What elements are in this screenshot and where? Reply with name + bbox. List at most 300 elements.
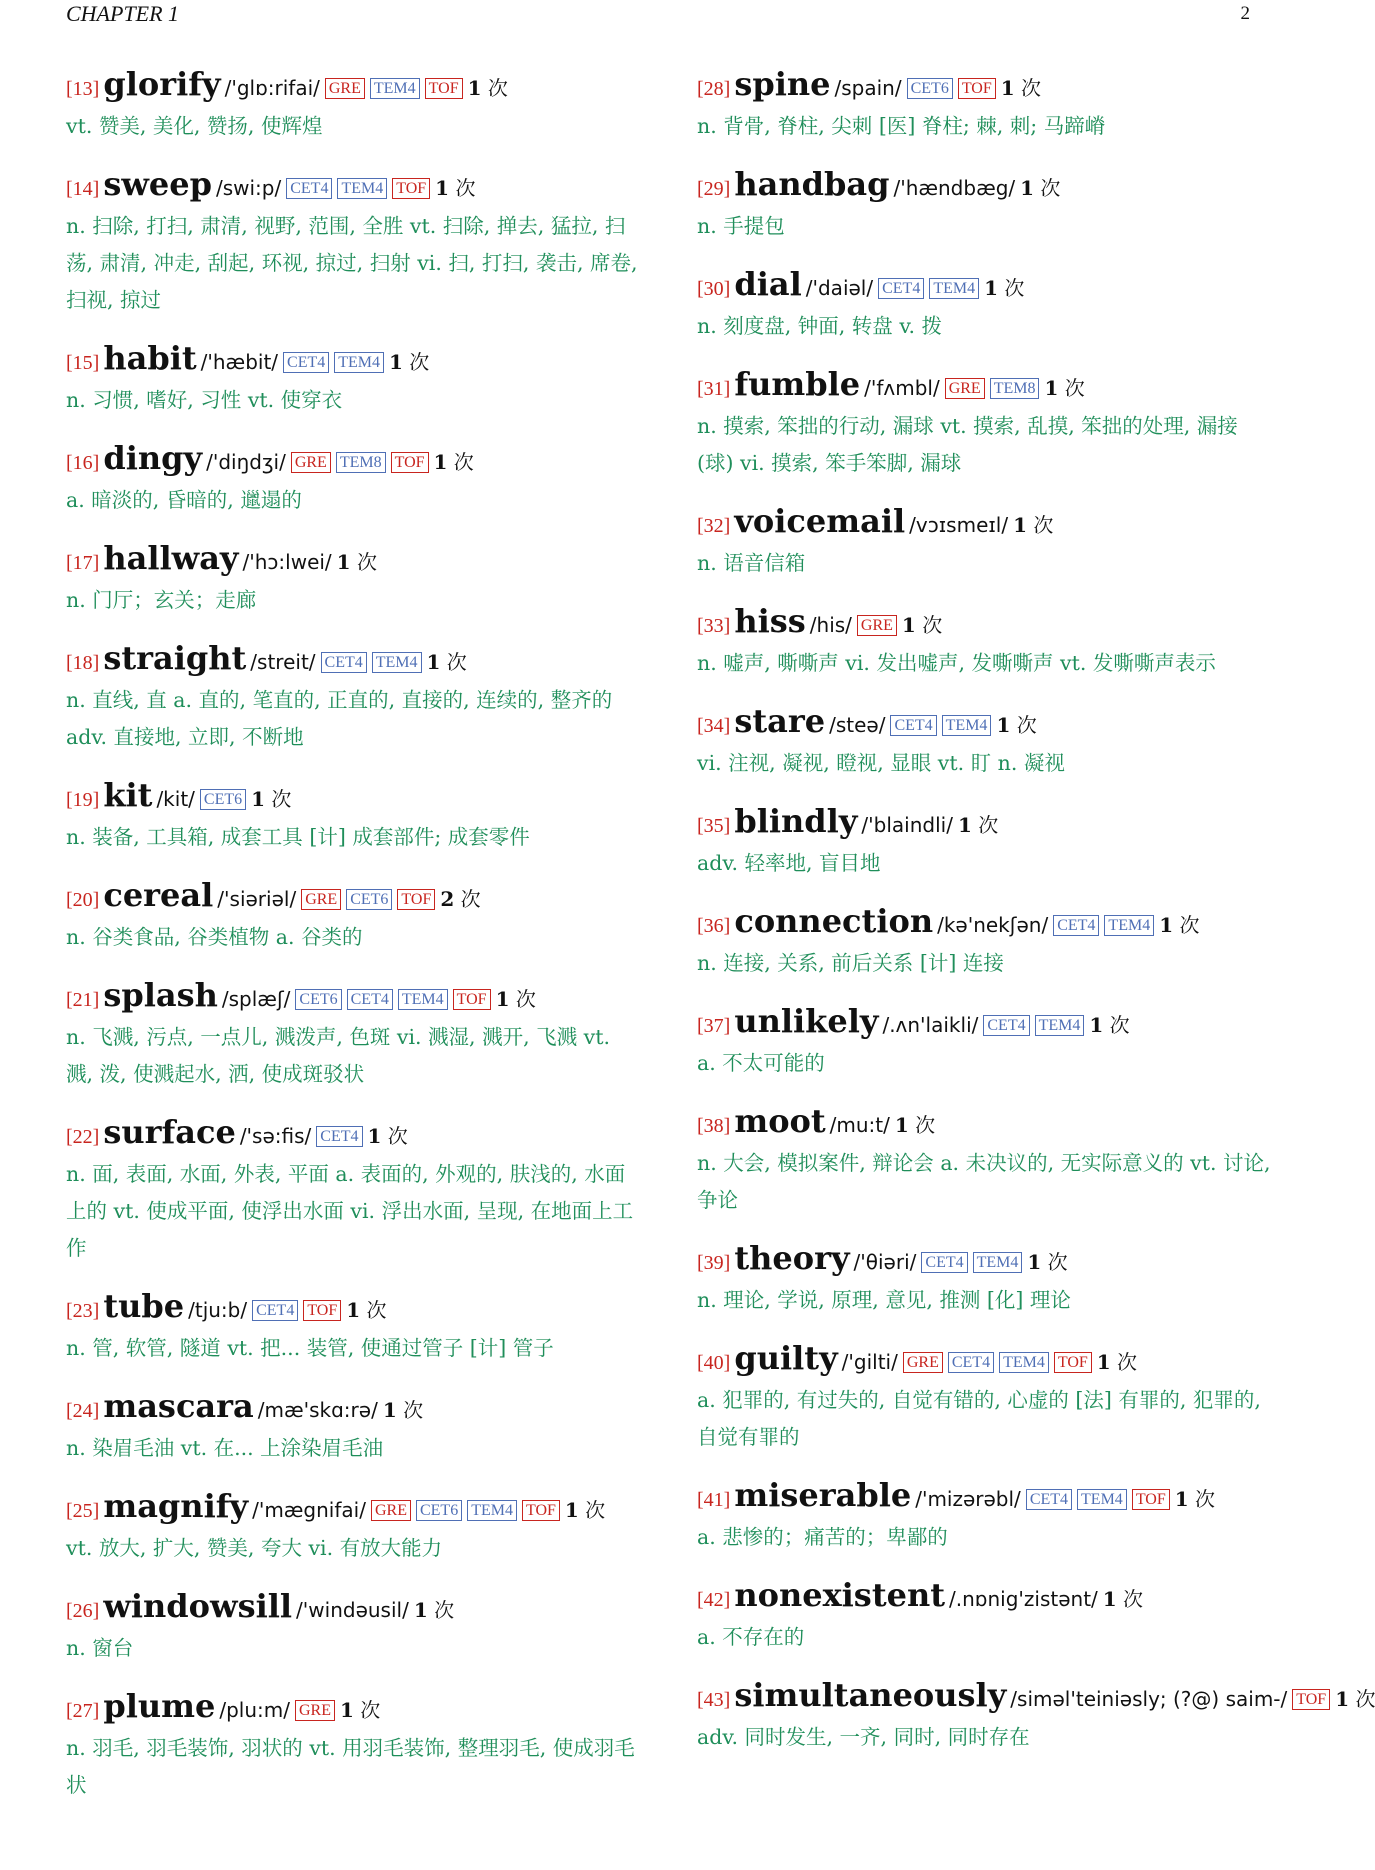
headword: nonexistent bbox=[734, 1576, 945, 1614]
exam-tag-badge: CET4 bbox=[347, 989, 393, 1010]
definition: n. 门厅；玄关；走廊 bbox=[66, 588, 257, 612]
entry-number: [29] bbox=[697, 178, 731, 200]
exam-tag-badge: TEM4 bbox=[467, 1500, 517, 1521]
exam-tag-badge: TOF bbox=[425, 78, 463, 99]
exam-tag-badge: TEM8 bbox=[336, 452, 386, 473]
definition: n. 连接, 关系, 前后关系 [计] 连接 bbox=[697, 951, 1004, 975]
exam-tag-badge: GRE bbox=[295, 1700, 335, 1721]
word-entry bbox=[66, 1288, 641, 1367]
exam-tag-badge: TEM4 bbox=[999, 1352, 1049, 1373]
headword-line bbox=[697, 1103, 1277, 1145]
headword-line bbox=[697, 1003, 1277, 1045]
exam-tag-badge: TOF bbox=[392, 178, 430, 199]
pronunciation: /'siəriəl/ bbox=[217, 887, 297, 911]
frequency-number: 1 bbox=[901, 613, 916, 637]
entry-number: [38] bbox=[697, 1115, 731, 1137]
frequency-count: 1 次 bbox=[1335, 1687, 1375, 1711]
page-number: 2 bbox=[1240, 3, 1250, 24]
headword: connection bbox=[734, 902, 934, 940]
frequency-count: 1 次 bbox=[251, 787, 292, 811]
chapter-title: CHAPTER 1 bbox=[66, 1, 180, 26]
definition: n. 习惯, 嗜好, 习性 vt. 使穿衣 bbox=[66, 388, 343, 412]
headword: blindly bbox=[734, 802, 858, 840]
frequency-number: 2 bbox=[440, 887, 455, 911]
exam-tag-badge: CET6 bbox=[200, 789, 246, 810]
entry-number: [37] bbox=[697, 1015, 731, 1037]
exam-tag-badge: TEM4 bbox=[1035, 1015, 1085, 1036]
frequency-count: 1 次 bbox=[984, 276, 1025, 300]
frequency-count: 1 次 bbox=[1089, 1013, 1130, 1037]
definition: vt. 放大, 扩大, 赞美, 夸大 vi. 有放大能力 bbox=[66, 1536, 443, 1560]
headword: guilty bbox=[734, 1339, 838, 1377]
pronunciation: /'sə:fis/ bbox=[239, 1124, 312, 1148]
exam-tag-badge: CET6 bbox=[907, 78, 953, 99]
exam-tag-badge: CET6 bbox=[346, 889, 392, 910]
frequency-count: 1 次 bbox=[1159, 913, 1200, 937]
definition: n. 语音信箱 bbox=[697, 551, 806, 575]
frequency-number: 1 bbox=[346, 1298, 361, 1322]
definition: adv. 轻率地, 盲目地 bbox=[697, 851, 881, 875]
pronunciation: /'hɔ:lwei/ bbox=[242, 550, 332, 574]
word-entry bbox=[697, 1676, 1375, 1756]
exam-tag-badge: CET6 bbox=[416, 1500, 462, 1521]
definition: n. 窗台 bbox=[66, 1636, 134, 1660]
headword-line bbox=[697, 266, 1277, 308]
headword: surface bbox=[103, 1113, 236, 1151]
headword-line bbox=[697, 1240, 1277, 1282]
entry-number: [36] bbox=[697, 915, 731, 937]
pronunciation: /'daiəl/ bbox=[805, 276, 874, 300]
pronunciation: /'mægnifai/ bbox=[252, 1498, 366, 1522]
headword-line bbox=[697, 1676, 1375, 1719]
entry-number: [20] bbox=[66, 889, 100, 911]
definition: n. 飞溅, 污点, 一点儿, 溅泼声, 色斑 vi. 溅湿, 溅开, 飞溅 vt. 溅, 泼, 使溅起水, 洒, 使成斑驳状 bbox=[66, 1025, 610, 1086]
frequency-number: 1 bbox=[435, 176, 450, 200]
word-entry bbox=[697, 366, 1277, 482]
pronunciation: /mu:t/ bbox=[829, 1113, 890, 1137]
exam-tag-badge: CET4 bbox=[286, 178, 332, 199]
headword-line bbox=[66, 1288, 641, 1330]
frequency-number: 1 bbox=[1096, 1350, 1111, 1374]
pronunciation: /'hændbæg/ bbox=[893, 176, 1016, 200]
headword-line bbox=[697, 503, 1277, 545]
exam-tag-badge: TEM4 bbox=[973, 1252, 1023, 1273]
entry-number: [28] bbox=[697, 78, 731, 100]
pronunciation: /.ʌn'laikli/ bbox=[882, 1013, 979, 1037]
headword-line bbox=[66, 66, 641, 108]
frequency-number: 1 bbox=[382, 1398, 397, 1422]
frequency-number: 1 bbox=[367, 1124, 382, 1148]
definition: vi. 注视, 凝视, 瞪视, 显眼 vt. 盯 n. 凝视 bbox=[697, 751, 1065, 775]
word-entry bbox=[66, 640, 641, 756]
headword: plume bbox=[103, 1687, 216, 1725]
word-entry bbox=[697, 1340, 1277, 1456]
frequency-count: 1 次 bbox=[426, 650, 467, 674]
exam-tag-badge: TOF bbox=[522, 1500, 560, 1521]
exam-tag-badge: TOF bbox=[303, 1300, 341, 1321]
definition: n. 面, 表面, 水面, 外表, 平面 a. 表面的, 外观的, 肤浅的, 水面上的 vt. 使成平面, 使浮出水面 vi. 浮出水面, 呈现, 在地面上工作 bbox=[66, 1162, 634, 1260]
frequency-number: 1 bbox=[1102, 1587, 1117, 1611]
headword: sweep bbox=[103, 165, 212, 203]
frequency-number: 1 bbox=[1174, 1487, 1189, 1511]
pronunciation: /'θiəri/ bbox=[853, 1250, 917, 1274]
frequency-count: 1 次 bbox=[564, 1498, 606, 1522]
pronunciation: /kə'nekʃən/ bbox=[937, 913, 1049, 937]
headword: spine bbox=[734, 65, 831, 103]
frequency-number: 1 bbox=[984, 276, 999, 300]
exam-tag-badge: CET4 bbox=[316, 1126, 362, 1147]
word-entry bbox=[697, 266, 1277, 345]
exam-tag-badge: TOF bbox=[453, 989, 491, 1010]
frequency-number: 1 bbox=[1027, 1250, 1042, 1274]
word-entry bbox=[66, 1114, 641, 1267]
pronunciation: /'diŋdʒi/ bbox=[206, 450, 286, 474]
headword-line bbox=[697, 166, 1277, 208]
exam-tag-badge: TEM4 bbox=[372, 652, 422, 673]
definition: n. 手提包 bbox=[697, 214, 785, 238]
word-entry bbox=[66, 1688, 641, 1804]
frequency-count: 1 次 bbox=[367, 1124, 408, 1148]
pronunciation: /'hæbit/ bbox=[200, 350, 279, 374]
frequency-number: 1 bbox=[339, 1698, 354, 1722]
pronunciation: /'windəusil/ bbox=[296, 1598, 409, 1622]
headword: hallway bbox=[103, 539, 239, 577]
word-entry bbox=[66, 977, 641, 1093]
definition: a. 不太可能的 bbox=[697, 1051, 825, 1075]
frequency-count: 1 次 bbox=[1020, 176, 1061, 200]
frequency-count: 1 次 bbox=[467, 76, 508, 100]
frequency-number: 1 bbox=[426, 650, 441, 674]
frequency-number: 1 bbox=[1013, 513, 1028, 537]
headword-line bbox=[66, 777, 641, 819]
headword: theory bbox=[734, 1239, 850, 1277]
headword-line bbox=[697, 66, 1277, 108]
headword: voicemail bbox=[734, 502, 906, 540]
definition: n. 刻度盘, 钟面, 转盘 v. 拨 bbox=[697, 314, 942, 338]
definition: a. 暗淡的, 昏暗的, 邋遢的 bbox=[66, 488, 302, 512]
headword-line bbox=[697, 1577, 1277, 1619]
word-entry bbox=[697, 1103, 1277, 1219]
entry-number: [41] bbox=[697, 1489, 731, 1511]
frequency-number: 1 bbox=[996, 713, 1011, 737]
pronunciation: /plu:m/ bbox=[219, 1698, 290, 1722]
headword-line bbox=[66, 640, 641, 682]
left-column bbox=[66, 66, 641, 1825]
exam-tag-badge: TEM4 bbox=[929, 278, 979, 299]
pronunciation: /'fʌmbl/ bbox=[864, 376, 940, 400]
pronunciation: /steə/ bbox=[829, 713, 886, 737]
frequency-count: 2 次 bbox=[440, 887, 481, 911]
definition: a. 悲惨的；痛苦的；卑鄙的 bbox=[697, 1525, 948, 1549]
headword: stare bbox=[734, 702, 826, 740]
entry-number: [34] bbox=[697, 715, 731, 737]
pronunciation: /tju:b/ bbox=[188, 1298, 248, 1322]
definition: adv. 同时发生, 一齐, 同时, 同时存在 bbox=[697, 1725, 1030, 1749]
headword: mascara bbox=[103, 1387, 254, 1425]
frequency-count: 1 次 bbox=[1000, 76, 1042, 100]
frequency-number: 1 bbox=[433, 450, 448, 474]
entry-number: [15] bbox=[66, 352, 100, 374]
definition: n. 羽毛, 羽毛装饰, 羽状的 vt. 用羽毛装饰, 整理羽毛, 使成羽毛状 bbox=[66, 1736, 635, 1797]
entry-number: [26] bbox=[66, 1600, 100, 1622]
exam-tag-badge: GRE bbox=[291, 452, 331, 473]
exam-tag-badge: TOF bbox=[1054, 1352, 1092, 1373]
word-entry bbox=[697, 903, 1277, 982]
headword-line bbox=[697, 366, 1277, 408]
headword: unlikely bbox=[734, 1002, 879, 1040]
headword: hiss bbox=[734, 602, 806, 640]
exam-tag-badge: CET4 bbox=[283, 352, 329, 373]
frequency-count: 1 次 bbox=[1044, 376, 1085, 400]
pronunciation: /kit/ bbox=[156, 787, 195, 811]
frequency-count: 1 次 bbox=[389, 350, 430, 374]
frequency-number: 1 bbox=[1159, 913, 1174, 937]
frequency-count: 1 次 bbox=[901, 613, 943, 637]
frequency-count: 1 次 bbox=[1096, 1350, 1138, 1374]
headword-line bbox=[66, 877, 641, 919]
frequency-number: 1 bbox=[1000, 76, 1015, 100]
entry-number: [19] bbox=[66, 789, 100, 811]
word-entry bbox=[697, 1240, 1277, 1319]
definition: n. 大会, 模拟案件, 辩论会 a. 未决议的, 无实际意义的 vt. 讨论, 争论 bbox=[697, 1151, 1271, 1212]
frequency-number: 1 bbox=[1089, 1013, 1104, 1037]
headword: simultaneously bbox=[734, 1676, 1007, 1714]
pronunciation: /splæʃ/ bbox=[221, 987, 291, 1011]
word-entry bbox=[697, 166, 1277, 245]
headword: moot bbox=[734, 1102, 826, 1140]
word-entry bbox=[697, 603, 1277, 682]
pronunciation: /swi:p/ bbox=[215, 176, 282, 200]
right-column bbox=[697, 65, 1375, 1777]
headword: cereal bbox=[103, 876, 214, 914]
exam-tag-badge: TEM4 bbox=[1104, 915, 1154, 936]
headword-line bbox=[66, 1114, 641, 1156]
exam-tag-badge: CET4 bbox=[1053, 915, 1099, 936]
exam-tag-badge: GRE bbox=[945, 378, 985, 399]
pronunciation: /'blaindli/ bbox=[861, 813, 953, 837]
word-entry bbox=[697, 1003, 1277, 1082]
word-entry bbox=[66, 1588, 641, 1667]
exam-tag-badge: TOF bbox=[958, 78, 996, 99]
exam-tag-badge: CET4 bbox=[1026, 1489, 1072, 1510]
frequency-number: 1 bbox=[389, 350, 403, 374]
frequency-count: 1 次 bbox=[495, 987, 536, 1011]
headword-line bbox=[66, 977, 641, 1019]
pronunciation: /'gilti/ bbox=[841, 1350, 898, 1374]
frequency-count: 1 次 bbox=[433, 450, 474, 474]
word-entry bbox=[697, 1577, 1277, 1656]
exam-tag-badge: TOF bbox=[397, 889, 435, 910]
headword: magnify bbox=[103, 1487, 249, 1525]
exam-tag-badge: TEM4 bbox=[370, 78, 420, 99]
pronunciation: /his/ bbox=[809, 613, 852, 637]
pronunciation: /'glɒ:rifai/ bbox=[224, 76, 320, 100]
headword-line bbox=[66, 540, 641, 582]
definition: n. 谷类食品, 谷类植物 a. 谷类的 bbox=[66, 925, 363, 949]
frequency-number: 1 bbox=[251, 787, 266, 811]
definition: n. 管, 软管, 隧道 vt. 把... 装管, 使通过管子 [计] 管子 bbox=[66, 1336, 554, 1360]
frequency-number: 1 bbox=[1044, 376, 1059, 400]
word-entry bbox=[66, 1388, 641, 1467]
entry-number: [39] bbox=[697, 1252, 731, 1274]
headword-line bbox=[697, 1477, 1277, 1519]
exam-tag-badge: CET4 bbox=[321, 652, 367, 673]
entry-number: [31] bbox=[697, 378, 731, 400]
exam-tag-badge: TOF bbox=[1132, 1489, 1170, 1510]
headword: habit bbox=[103, 339, 197, 377]
pronunciation: /spain/ bbox=[834, 76, 902, 100]
frequency-number: 1 bbox=[564, 1498, 579, 1522]
exam-tag-badge: TEM4 bbox=[942, 715, 992, 736]
entry-number: [25] bbox=[66, 1500, 100, 1522]
definition: a. 不存在的 bbox=[697, 1625, 805, 1649]
definition: n. 扫除, 打扫, 肃清, 视野, 范围, 全胜 vt. 扫除, 掸去, 猛拉, 扫荡, 肃清, 冲走, 刮起, 环视, 掠过, 扫射 vi. 扫, 打扫, 袭击, 席卷, 扫视, 掠过 bbox=[66, 214, 638, 312]
frequency-count: 1 次 bbox=[996, 713, 1037, 737]
frequency-count: 1 次 bbox=[413, 1598, 455, 1622]
headword: windowsill bbox=[103, 1587, 293, 1625]
headword-line bbox=[66, 166, 641, 208]
word-entry bbox=[697, 703, 1277, 782]
word-entry bbox=[66, 877, 641, 956]
entry-number: [17] bbox=[66, 552, 100, 574]
frequency-count: 1 次 bbox=[1013, 513, 1054, 537]
pronunciation: /'mizərəbl/ bbox=[915, 1487, 1021, 1511]
entry-number: [14] bbox=[66, 178, 100, 200]
headword-line bbox=[697, 903, 1277, 945]
exam-tag-badge: TOF bbox=[1292, 1689, 1330, 1710]
word-entry bbox=[66, 340, 641, 419]
word-entry bbox=[66, 66, 641, 145]
entry-number: [27] bbox=[66, 1700, 100, 1722]
entry-number: [30] bbox=[697, 278, 731, 300]
exam-tag-badge: GRE bbox=[903, 1352, 943, 1373]
exam-tag-badge: GRE bbox=[301, 889, 341, 910]
frequency-number: 1 bbox=[336, 550, 351, 574]
frequency-number: 1 bbox=[413, 1598, 428, 1622]
definition: n. 嘘声, 嘶嘶声 vi. 发出嘘声, 发嘶嘶声 vt. 发嘶嘶声表示 bbox=[697, 651, 1216, 675]
frequency-count: 1 次 bbox=[957, 813, 999, 837]
headword-line bbox=[66, 1688, 641, 1730]
exam-tag-badge: TEM4 bbox=[1077, 1489, 1127, 1510]
headword: splash bbox=[103, 976, 218, 1014]
exam-tag-badge: CET6 bbox=[295, 989, 341, 1010]
word-entry bbox=[697, 803, 1277, 882]
frequency-number: 1 bbox=[894, 1113, 909, 1137]
frequency-number: 1 bbox=[1335, 1687, 1350, 1711]
frequency-count: 1 次 bbox=[1174, 1487, 1216, 1511]
exam-tag-badge: TOF bbox=[391, 452, 429, 473]
word-entry bbox=[66, 1488, 641, 1567]
entry-number: [32] bbox=[697, 515, 731, 537]
exam-tag-badge: CET4 bbox=[878, 278, 924, 299]
word-entry bbox=[66, 166, 641, 319]
entry-number: [22] bbox=[66, 1126, 100, 1148]
headword: glorify bbox=[103, 65, 221, 103]
exam-tag-badge: GRE bbox=[325, 78, 365, 99]
headword: tube bbox=[103, 1287, 185, 1325]
frequency-count: 1 次 bbox=[1027, 1250, 1068, 1274]
frequency-count: 1 次 bbox=[346, 1298, 387, 1322]
entry-number: [33] bbox=[697, 615, 731, 637]
headword: kit bbox=[103, 776, 153, 814]
exam-tag-badge: TEM4 bbox=[334, 352, 384, 373]
word-entry bbox=[66, 777, 641, 856]
frequency-number: 1 bbox=[467, 76, 482, 100]
headword: dial bbox=[734, 265, 802, 303]
entry-number: [13] bbox=[66, 78, 100, 100]
page-header bbox=[66, 0, 1250, 28]
exam-tag-badge: TEM4 bbox=[398, 989, 448, 1010]
frequency-count: 1 次 bbox=[336, 550, 377, 574]
word-entry bbox=[697, 66, 1277, 145]
entry-number: [43] bbox=[697, 1689, 731, 1711]
entry-number: [21] bbox=[66, 989, 100, 1011]
headword-line bbox=[66, 440, 641, 482]
headword-line bbox=[697, 603, 1277, 645]
headword: fumble bbox=[734, 365, 861, 403]
exam-tag-badge: CET4 bbox=[921, 1252, 967, 1273]
definition: n. 直线, 直 a. 直的, 笔直的, 正直的, 直接的, 连续的, 整齐的 adv. 直接地, 立即, 不断地 bbox=[66, 688, 613, 749]
headword: dingy bbox=[103, 439, 203, 477]
headword-line bbox=[697, 1340, 1277, 1382]
frequency-count: 1 次 bbox=[894, 1113, 936, 1137]
headword-line bbox=[697, 803, 1277, 845]
definition: n. 装备, 工具箱, 成套工具 [计] 成套部件; 成套零件 bbox=[66, 825, 530, 849]
headword: handbag bbox=[734, 165, 890, 203]
exam-tag-badge: TEM8 bbox=[990, 378, 1040, 399]
definition: n. 理论, 学说, 原理, 意见, 推测 [化] 理论 bbox=[697, 1288, 1071, 1312]
word-entry bbox=[66, 440, 641, 519]
definition: n. 背骨, 脊柱, 尖刺 [医] 脊柱; 棘, 刺; 马蹄嵴 bbox=[697, 114, 1106, 138]
entry-number: [18] bbox=[66, 652, 100, 674]
definition: vt. 赞美, 美化, 赞扬, 使辉煌 bbox=[66, 114, 323, 138]
exam-tag-badge: CET4 bbox=[890, 715, 936, 736]
entry-number: [40] bbox=[697, 1352, 731, 1374]
frequency-number: 1 bbox=[1020, 176, 1035, 200]
word-entry bbox=[697, 503, 1277, 582]
headword: miserable bbox=[734, 1476, 912, 1514]
pronunciation: /siməl'teiniəsly; (?@) saim-/ bbox=[1010, 1687, 1288, 1711]
frequency-number: 1 bbox=[957, 813, 972, 837]
exam-tag-badge: GRE bbox=[371, 1500, 411, 1521]
frequency-count: 1 次 bbox=[382, 1398, 424, 1422]
headword-line bbox=[66, 1588, 641, 1630]
frequency-number: 1 bbox=[495, 987, 510, 1011]
frequency-count: 1 次 bbox=[339, 1698, 381, 1722]
exam-tag-badge: CET4 bbox=[252, 1300, 298, 1321]
headword: straight bbox=[103, 639, 247, 677]
entry-number: [35] bbox=[697, 815, 731, 837]
headword-line bbox=[697, 703, 1277, 745]
word-entry bbox=[66, 540, 641, 619]
entry-number: [16] bbox=[66, 452, 100, 474]
headword-line bbox=[66, 1488, 641, 1530]
frequency-count: 1 次 bbox=[435, 176, 476, 200]
headword-line bbox=[66, 1388, 641, 1430]
entry-number: [23] bbox=[66, 1300, 100, 1322]
definition: n. 摸索, 笨拙的行动, 漏球 vt. 摸索, 乱摸, 笨拙的处理, 漏接 (球) vi. 摸索, 笨手笨脚, 漏球 bbox=[697, 414, 1238, 475]
headword-line bbox=[66, 340, 641, 382]
word-entry bbox=[697, 1477, 1277, 1556]
pronunciation: /mæ'skɑ:rə/ bbox=[257, 1398, 378, 1422]
exam-tag-badge: TEM4 bbox=[337, 178, 387, 199]
definition: n. 染眉毛油 vt. 在... 上涂染眉毛油 bbox=[66, 1436, 384, 1460]
entry-number: [24] bbox=[66, 1400, 100, 1422]
definition: a. 犯罪的, 有过失的, 自觉有错的, 心虚的 [法] 有罪的, 犯罪的, 自觉有罪的 bbox=[697, 1388, 1261, 1449]
entry-number: [42] bbox=[697, 1589, 731, 1611]
exam-tag-badge: GRE bbox=[857, 615, 897, 636]
pronunciation: /streit/ bbox=[250, 650, 316, 674]
